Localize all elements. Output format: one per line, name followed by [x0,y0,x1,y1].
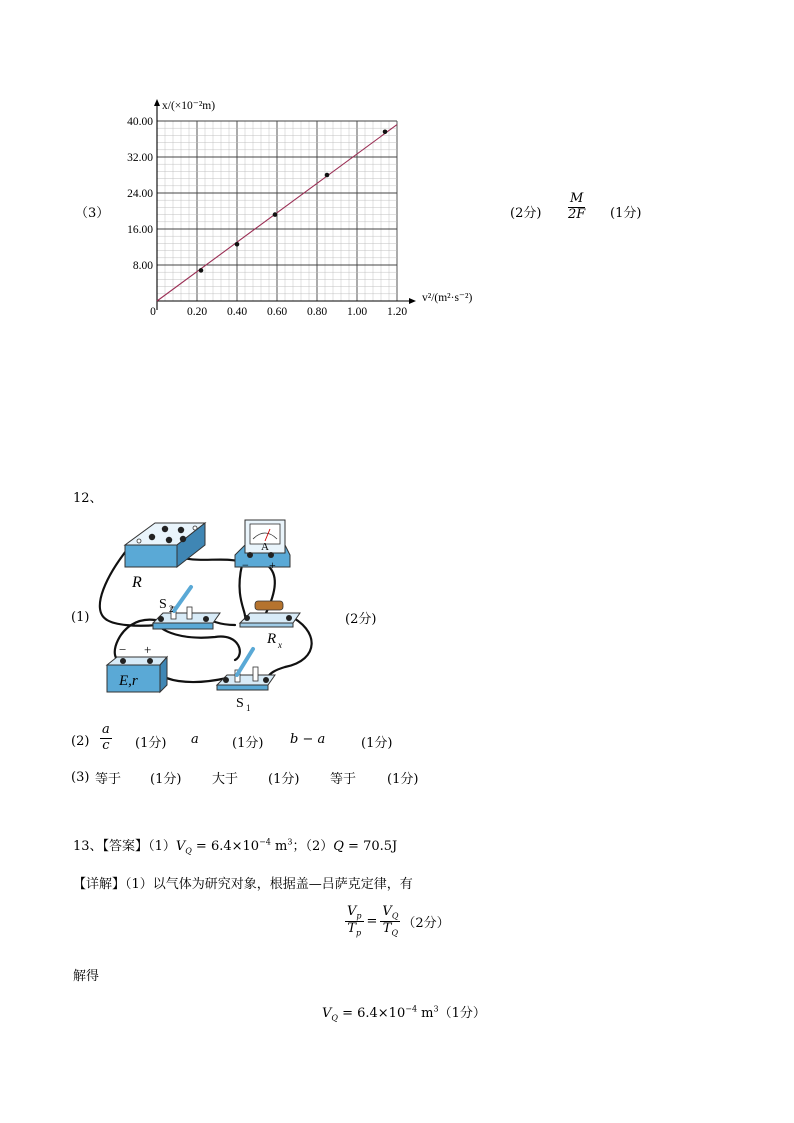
s1-sub: 1 [246,703,251,713]
eq1-rhs-num-sub: Q [391,911,399,921]
x-axis-label: v²/(m²·s⁻²) [422,292,473,304]
s1-label: S [236,696,244,711]
q13-equation1: $\frac{V_p}{T_p}$ = $\frac{V_Q}{T_Q}$ （2分） [347,904,450,938]
q12-part2-label: (2) [71,734,90,749]
y-tick-label: 40.00 [127,116,153,128]
q12-part2-score2: (1分) [232,736,264,751]
switch-s1 [217,649,275,690]
rx-label: R [267,631,277,647]
q13-answer-line [73,835,397,856]
resistor-rx [240,601,300,627]
q13-a2-var: Q [333,839,344,854]
eq1-score: （2分） [402,915,450,931]
q13-solve-text: 解得 [73,969,100,984]
q13-a1-eq: = 6.4×10 [191,839,260,854]
battery-neg: − [119,642,127,657]
x-axis-arrow [409,298,416,304]
y-tick-label: 16.00 [127,224,153,236]
x-v2-chart [110,95,500,320]
q13-detail-text: （1）以气体为研究对象，根据盖—吕萨克定律，有 [125,877,413,892]
battery-label: E,r [119,673,138,689]
q11-part3-label: （3） [75,206,110,221]
x-tick-label: 0.80 [306,306,328,318]
q11-answer-den: 2F [568,206,586,222]
eq2-unit: m [417,1006,434,1021]
eq2-var: V [322,1006,332,1021]
eq1-rhs-num-var: V [382,904,392,919]
q11-score: (2分) [510,206,542,221]
data-point [325,173,330,178]
eq1-num-sub: p [356,911,362,921]
q12-part2-ans2: a [191,732,199,747]
origin-label: 0 [150,306,156,318]
q13-a1-unit-exp: 3 [287,837,293,847]
q11-answer-fraction [566,192,587,223]
x-tick-label: 1.20 [386,306,408,318]
wire [240,565,245,616]
rheostat-label: R [132,574,142,591]
x-tick-label: 0.60 [266,306,288,318]
q13-number: 13、 [73,839,103,854]
eq2-exp: −4 [405,1004,418,1014]
eq2-val: = 6.4×10 [337,1006,406,1021]
q13-a2-label: （2） [305,839,334,854]
circuit-diagram [95,515,335,715]
q12-part3-score3: (1分) [387,772,419,787]
tick-labels [127,116,407,318]
q13-detail-line [73,873,413,892]
q13-detail-tag: 【详解】 [73,877,126,892]
ammeter-label: A [261,541,269,553]
ammeter-pos: + [269,558,276,572]
q13-a2-val: = 70.5J [343,839,398,854]
battery-pos: + [144,642,152,657]
eq2-score: （1分） [438,1006,486,1021]
q13-sep: ； [292,839,306,854]
data-point [235,242,240,247]
q12-part1-score: (2分) [345,612,377,627]
eq1-den-sub: p [356,928,362,938]
x-tick-label: 0.20 [186,306,208,318]
q12-part3-ans1: 等于 [95,772,122,787]
eq2-unit-exp: 3 [433,1004,439,1014]
data-point [199,268,204,273]
eq2-sub: Q [331,1013,338,1023]
eq1-num-var: V [347,904,357,919]
s2-sub: 2 [169,604,174,614]
q12-part2-score1: (1分) [135,736,167,751]
q12-part2-fraction [100,723,112,754]
q13-answer-tag: 【答案】 [102,839,149,854]
eq1-rhs-den-sub: Q [391,928,399,938]
eq1-den-var: T [347,920,357,936]
q11-answer-score: (1分) [610,206,642,221]
q12-part2-frac-den: c [102,737,110,753]
y-tick-label: 8.00 [132,260,153,272]
q12-part3-ans3: 等于 [330,772,357,787]
y-axis-label: x/(×10⁻²m) [162,100,216,112]
q12-number: 12、 [73,491,103,506]
q13-a1-sub: Q [185,846,192,856]
q12-part2-score3: (1分) [361,736,393,751]
q13-a1-var: V [175,839,186,854]
y-tick-label: 24.00 [127,188,153,200]
q12-part3-ans2: 大于 [212,772,239,787]
q11-answer-num: M [569,191,584,206]
data-point [273,212,278,217]
q12-part1-label: (1) [71,610,90,625]
q13-a1-label: （1） [148,839,176,854]
eq1-rhs-den-var: T [382,920,392,936]
x-tick-label: 0.40 [226,306,248,318]
q12-part2-frac-num: a [102,722,110,737]
q13-a1-unit: m [270,839,288,854]
rx-sub: x [278,640,282,650]
x-tick-label: 1.00 [346,306,368,318]
y-tick-label: 32.00 [127,152,153,164]
q12-part3-label: (3) [71,770,90,785]
data-point [383,130,388,135]
q13-equation2 [322,1002,486,1023]
y-axis-arrow [154,99,160,106]
q12-part3-score2: (1分) [268,772,300,787]
q12-part3-score1: (1分) [150,772,182,787]
q12-part2-ans3: b − a [290,732,326,747]
q13-a1-exp: −4 [259,837,271,847]
ammeter-neg: − [242,558,249,572]
s2-label: S [159,597,167,612]
